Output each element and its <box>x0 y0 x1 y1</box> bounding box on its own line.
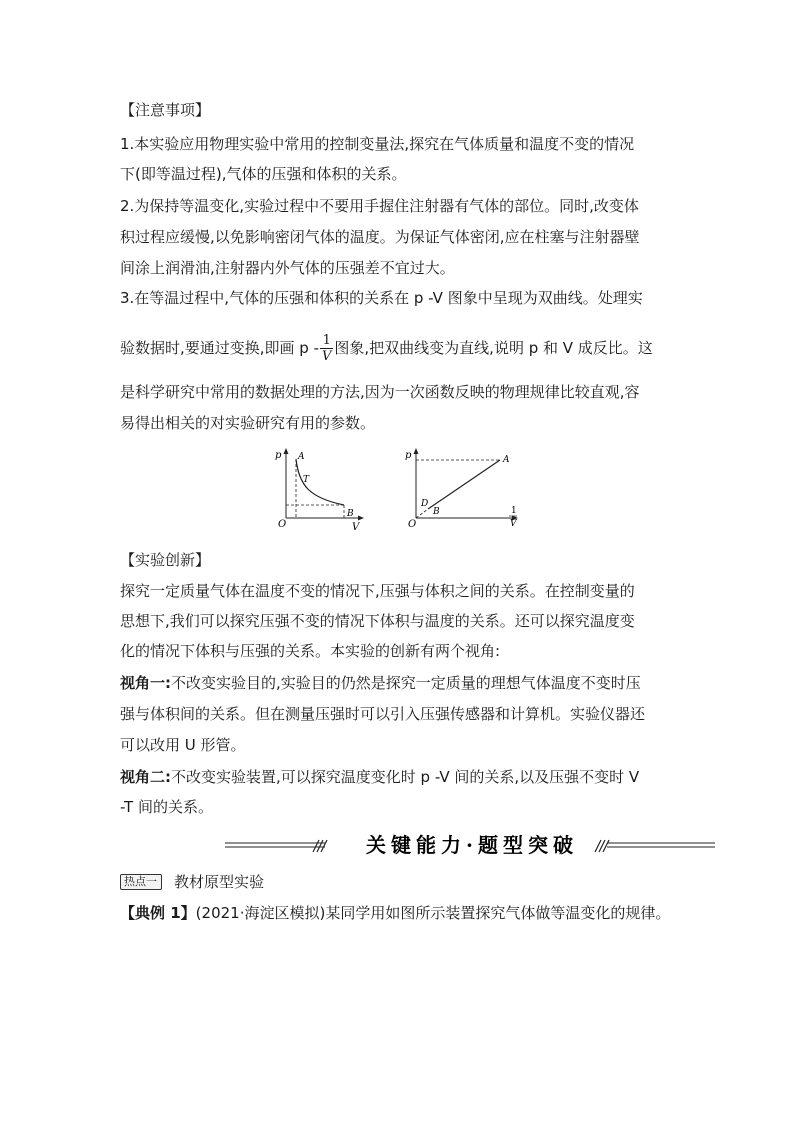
point-d-label: D <box>421 499 429 509</box>
x-axis-label-numerator: 1 <box>511 506 517 516</box>
fraction-denominator: V <box>322 349 332 364</box>
banner-title: 关键能力·题型突破 <box>366 833 578 857</box>
point-b-label: B <box>433 507 440 517</box>
banner-slash-decoration-left <box>313 840 327 852</box>
section-banner <box>225 830 717 862</box>
banner-slash-decoration-right <box>595 840 609 852</box>
fraction-numerator: 1 <box>320 333 333 349</box>
innovation-line-2: 思想下,我们可以探究压强不变的情况下体积与温度的关系。还可以探究温度变 <box>120 612 635 630</box>
origin-label: O <box>278 519 287 530</box>
innovation-line-1: 探究一定质量气体在温度不变的情况下,压强与体积之间的关系。在控制变量的 <box>120 582 635 600</box>
x-axis-label-denominator: V <box>510 519 517 529</box>
note-2-line-3: 间涂上润滑油,注射器内外气体的压强差不宜过大。 <box>120 259 455 277</box>
fraction-1-over-v <box>320 333 333 364</box>
example-text: (2021·海淀区模拟)某同学用如图所示装置探究气体做等温变化的规律。 <box>195 904 671 922</box>
example-label: 【典例 1】 <box>120 904 196 922</box>
hotspot-title: 教材原型实验 <box>174 873 265 891</box>
note-2-line-2: 积过程应缓慢,以免影响密闭气体的温度。为保证气体密闭,应在柱塞与注射器壁 <box>120 228 640 246</box>
innovation-line-3: 化的情况下体积与压强的关系。本实验的创新有两个视角: <box>120 642 501 660</box>
view-1-label: 视角一: <box>120 674 171 692</box>
innovation-heading: 【实验创新】 <box>120 551 211 569</box>
view-1-line-1: 视角一:不改变实验目的,实验目的仍然是探究一定质量的理想气体温度不变时压 <box>120 674 641 692</box>
view-2-line-1: 视角二:不改变实验装置,可以探究温度变化时 p -V 间的关系,以及压强不变时 V <box>120 768 640 786</box>
figure-p-v-graph <box>270 446 370 532</box>
point-a-label: A <box>298 452 305 462</box>
note-3-line-2-after: 图象,把双曲线变为直线,说明 p 和 V 成反比。这 <box>334 339 653 357</box>
hotspot-tag: 热点一 <box>120 874 162 890</box>
note-3-line-2 <box>120 328 653 368</box>
origin-label: O <box>408 519 417 530</box>
note-3-line-1: 3.在等温过程中,气体的压强和体积的关系在 p -V 图象中呈现为双曲线。处理实 <box>120 289 643 307</box>
note-3-line-4: 易得出相关的对实验研究有用的参数。 <box>120 414 376 432</box>
curve-t-label: T <box>303 475 310 485</box>
view-1-line-3: 可以改用 U 形管。 <box>120 736 246 754</box>
point-b-label: B <box>347 509 354 519</box>
figure-p-inverse-v-graph <box>400 446 525 532</box>
view-2-label: 视角二: <box>120 768 171 786</box>
note-1-line-1: 1.本实验应用物理实验中常用的控制变量法,探究在气体质量和温度不变的情况 <box>120 135 635 153</box>
example-line <box>120 903 670 923</box>
note-2-line-1: 2.为保持等温变化,实验过程中不要用手握住注射器有气体的部位。同时,改变体 <box>120 197 639 215</box>
p-axis-label: p <box>405 450 412 461</box>
p-axis-label: p <box>275 450 282 461</box>
v-axis-label: V <box>352 522 360 532</box>
notes-heading: 【注意事项】 <box>120 101 211 119</box>
note-3-line-2-before: 验数据时,要通过变换,即画 p - <box>120 339 320 357</box>
view-2-line-2: -T 间的关系。 <box>120 798 213 816</box>
note-1-line-2: 下(即等温过程),气体的压强和体积的关系。 <box>120 165 407 183</box>
view-1-line-2: 强与体积间的关系。但在测量压强时可以引入压强传感器和计算机。实验仪器还 <box>120 705 646 723</box>
note-3-line-3: 是科学研究中常用的数据处理的方法,因为一次函数反映的物理规律比较直观,容 <box>120 383 640 401</box>
point-a-label: A <box>503 455 510 465</box>
